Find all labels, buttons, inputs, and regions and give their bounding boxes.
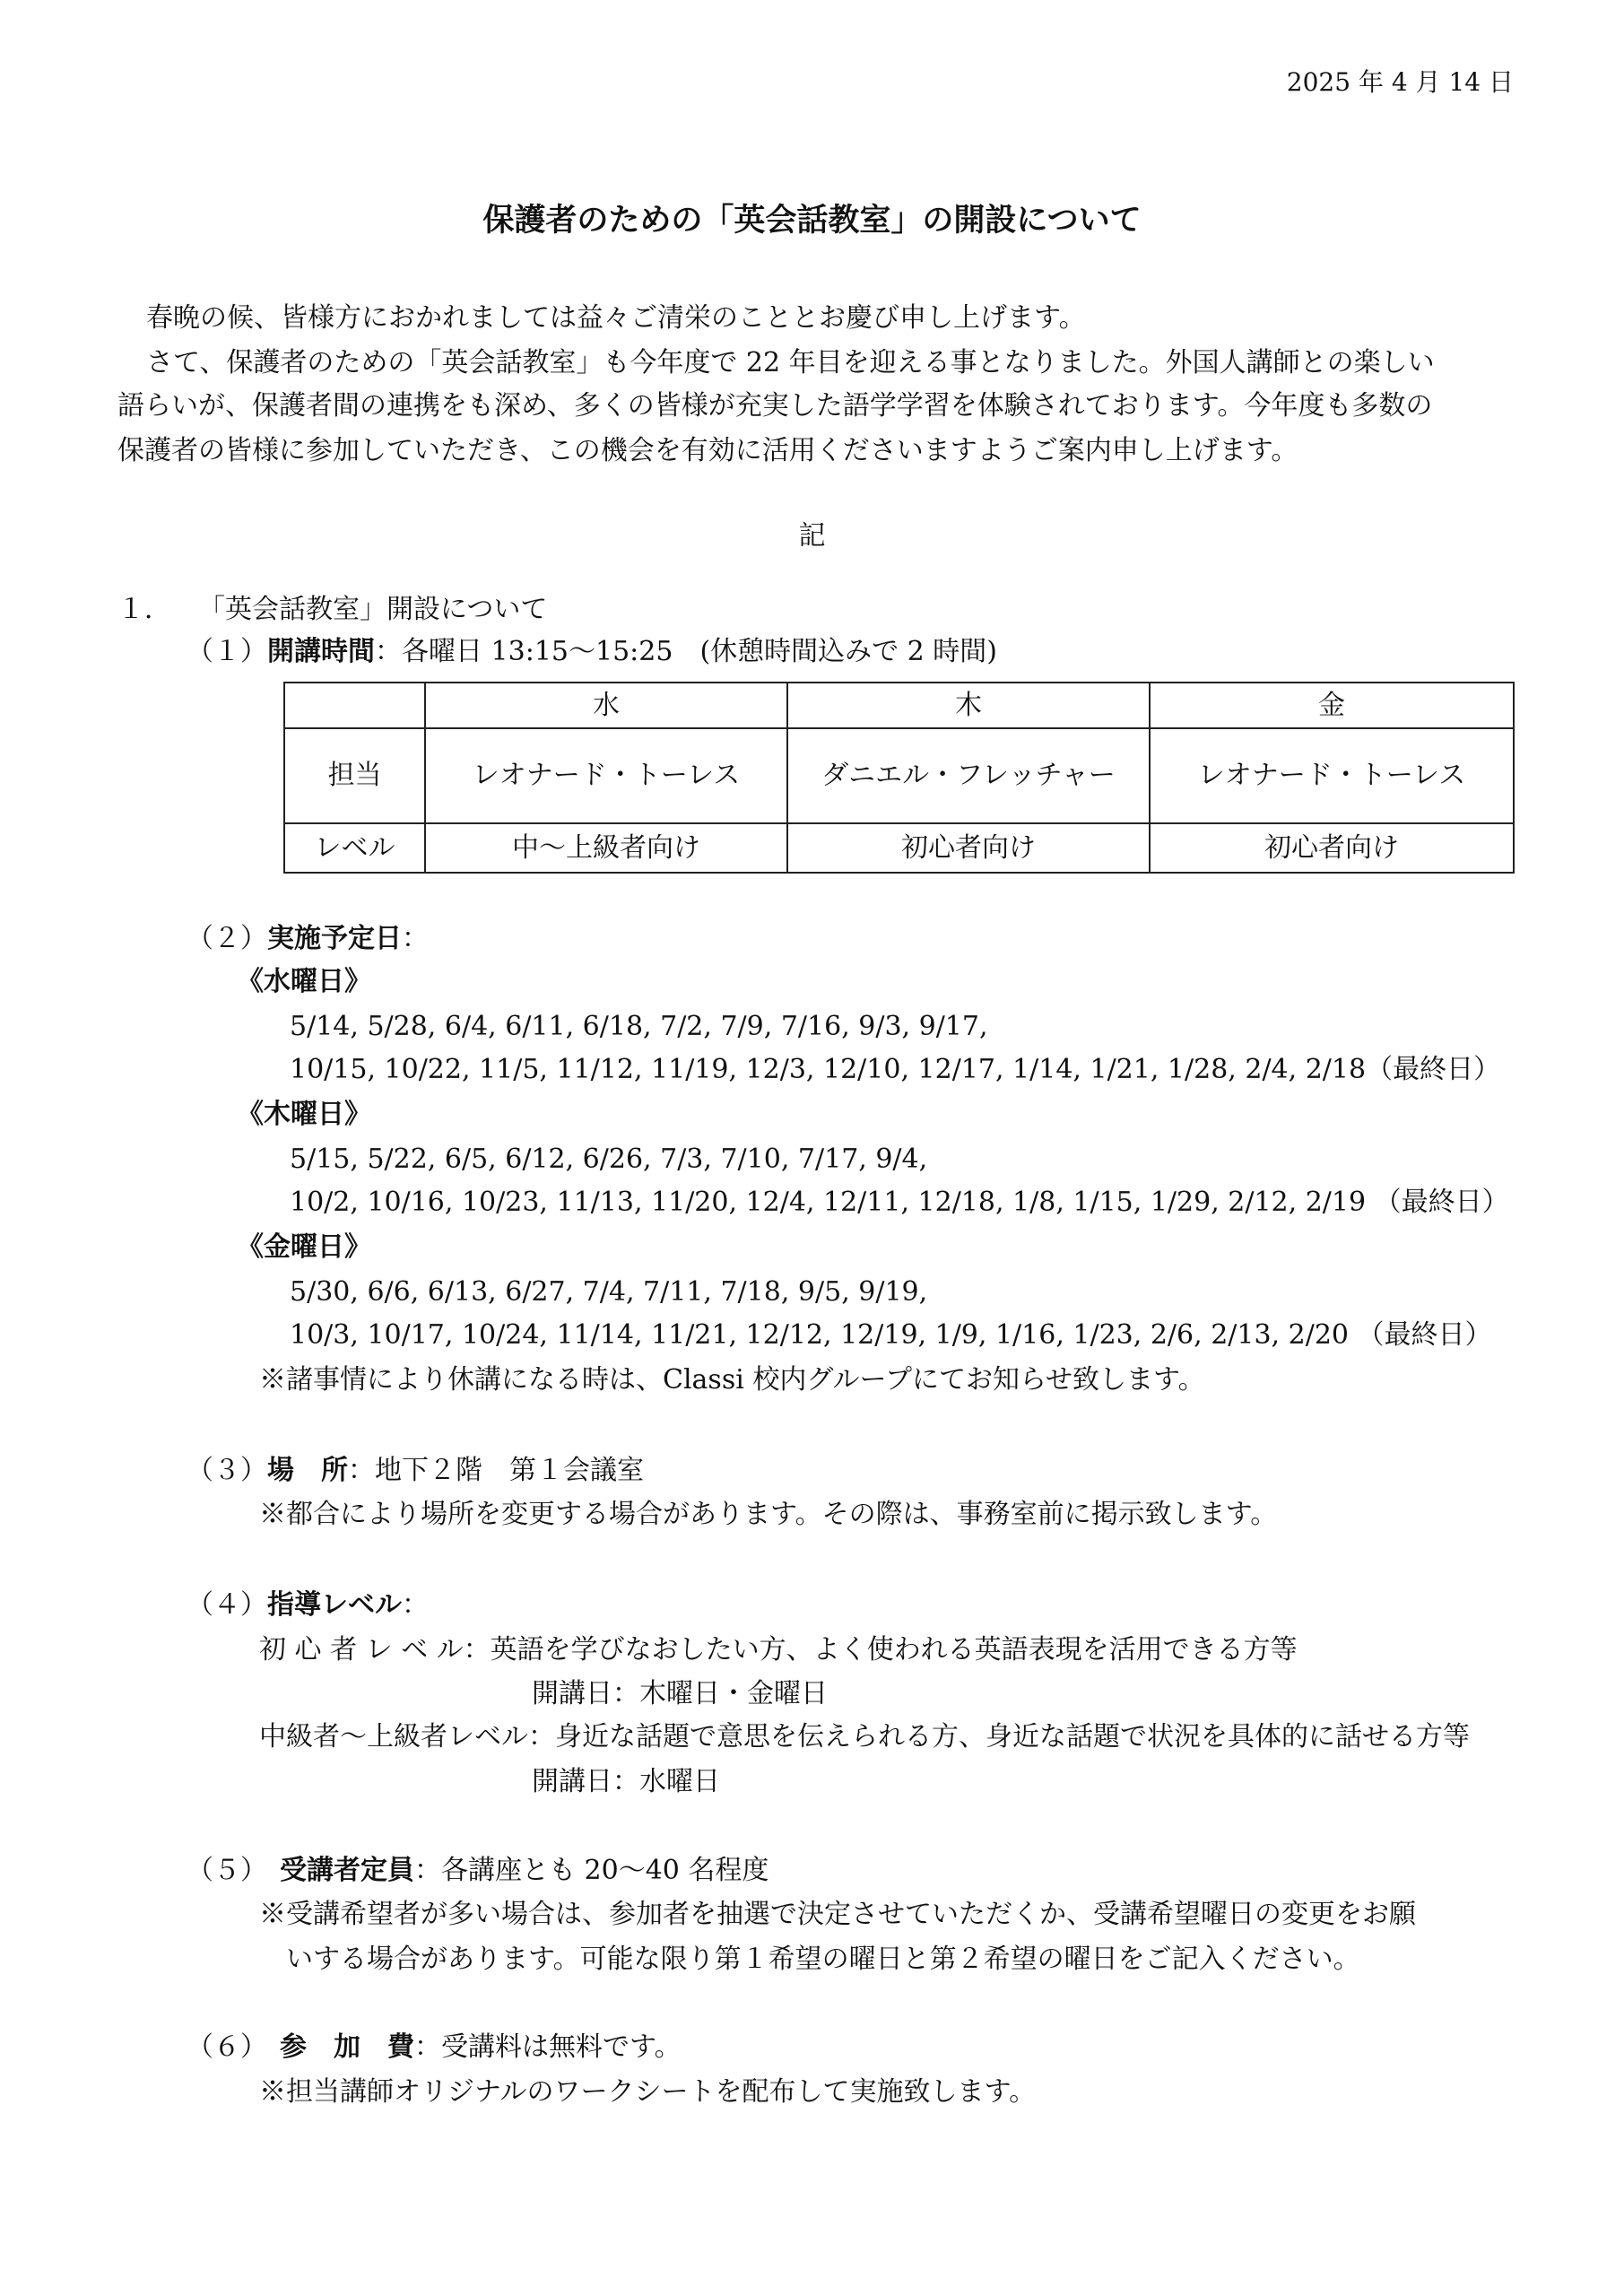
document-title: 保護者のための「英会話教室」の開設について [482,202,1142,239]
place-number: （３） [187,1455,267,1486]
beginner-desc: ：英語を学びなおしたい方、よく使われる英語表現を活用できる方等 [463,1634,1298,1665]
beginner-label: 初 心 者 レ ベ ル [259,1634,464,1665]
thursday-dates-1: 5/15, 5/22, 6/5, 6/12, 6/26, 7/3, 7/10, 7/17, 9/4, [290,1144,928,1175]
friday-dates-1: 5/30, 6/6, 6/13, 6/27, 7/4, 7/11, 7/18, 9/5, 9/19, [290,1276,928,1308]
level-number: （４） [187,1589,267,1621]
table-row [284,823,1514,873]
capacity-note-1: ※受講希望者が多い場合は、参加者を抽選で決定させていただくか、受講希望曜日の変更をお願 [259,1899,1416,1930]
level-colon: ： [402,1589,429,1621]
table-cell: 初心者向け [787,823,1150,873]
document-date: 2025 年 4 月 14 日 [1286,67,1514,97]
capacity-note-2: いする場合があります。可能な限り第１希望の曜日と第２希望の曜日をご記入ください。 [286,1944,1360,1975]
thursday-label: 《木曜日》 [237,1099,371,1130]
table-row [284,728,1514,823]
thursday-dates-2: 10/2, 10/16, 10/23, 11/13, 11/20, 12/4, 12/11, 12/18, 1/8, 1/15, 1/29, 2/12, 2/19 （最終日） [290,1187,1509,1218]
hours-line [187,636,998,667]
place-note: ※都合により場所を変更する場合があります。その際は、事務室前に掲示致します。 [259,1499,1278,1530]
section-1-number: １． [117,594,171,625]
table-row-label: 担当 [284,728,425,823]
table-cell: レオナード・トーレス [425,728,787,823]
advanced-line [259,1721,1470,1752]
capacity-number: （５） [187,1855,267,1886]
place-line [187,1457,644,1484]
fee-note: ※担当講師オリジナルのワークシートを配布して実施致します。 [259,2076,1037,2108]
advanced-label: 中級者～上級者レベル [259,1721,528,1752]
cancel-note: ※諸事情により休講になる時は、Classi 校内グループにてお知らせ致します。 [259,1364,1205,1396]
wednesday-dates-1: 5/14, 5/28, 6/4, 6/11, 6/18, 7/2, 7/9, 7/16, 9/3, 9/17, [290,1011,988,1042]
table-header-row [284,683,1514,728]
beginner-days: 開講日：木曜日・金曜日 [532,1678,828,1709]
table-header-cell: 木 [787,683,1150,728]
schedule-heading [187,923,429,954]
capacity-label: 受講者定員 [280,1855,414,1886]
intro-line-2: さて、保護者のための「英会話教室」も今年度で 22 年目を迎える事となりました。外国人講師との楽しい [146,347,1435,378]
intro-line-4: 保護者の皆様に参加していただき、この機会を有効に活用くださいますようご案内申し上げます。 [117,435,1298,466]
intro-line-3: 語らいが、保護者間の連携をも深め、多くの皆様が充実した語学学習を体験されております。今年度も多数の [117,390,1433,422]
advanced-days: 開講日：水曜日 [532,1766,720,1797]
table-cell: レオナード・トーレス [1150,728,1514,823]
table-header-cell: 金 [1150,683,1514,728]
beginner-line [259,1634,1298,1665]
schedule-number: （２） [187,923,267,954]
hours-value: ：各曜日 13:15～15:25 (休憩時間込みで 2 時間) [375,636,998,667]
section-1-heading [117,596,547,623]
wednesday-dates-2: 10/15, 10/22, 11/5, 11/12, 11/19, 12/3, 12/10, 12/17, 1/14, 1/21, 1/28, 2/4, 2/18（最終日） [290,1054,1501,1085]
schedule-label: 実施予定日 [267,923,402,954]
schedule-table [283,682,1515,874]
capacity-line [187,1857,769,1884]
fee-line [187,2031,682,2063]
table-row-label: レベル [284,823,425,873]
friday-dates-2: 10/3, 10/17, 10/24, 11/14, 11/21, 12/12, 12/19, 1/9, 1/16, 1/23, 2/6, 2/13, 2/20 （最終日） [290,1319,1492,1351]
hours-number: （１） [187,636,267,667]
table-cell: 中～上級者向け [425,823,787,873]
fee-label: 参 加 費 [280,2031,414,2063]
level-label: 指導レベル [267,1589,402,1621]
place-label: 場 所 [267,1455,348,1486]
intro-line-1: 春晩の候、皆様方におかれましては益々ご清栄のこととお慶び申し上げます。 [146,302,1086,334]
schedule-colon: ： [402,923,429,954]
fee-value: ：受講料は無料です。 [414,2031,682,2063]
advanced-desc: ：身近な話題で意思を伝えられる方、身近な話題で状況を具体的に話せる方等 [528,1721,1470,1752]
table-cell: 初心者向け [1150,823,1514,873]
wednesday-label: 《水曜日》 [237,966,371,997]
table-header-cell: 水 [425,683,787,728]
level-heading [187,1589,429,1621]
hours-label: 開講時間 [267,636,375,667]
friday-label: 《金曜日》 [237,1231,371,1263]
capacity-value: ：各講座とも 20～40 名程度 [414,1855,769,1886]
fee-number: （６） [187,2031,267,2063]
place-value: ：地下２階 第１会議室 [348,1455,644,1486]
table-cell: ダニエル・フレッチャー [787,728,1150,823]
section-1-title: 「英会話教室」開設について [198,594,548,625]
ki-heading: 記 [798,520,826,552]
table-header-cell [284,683,425,728]
